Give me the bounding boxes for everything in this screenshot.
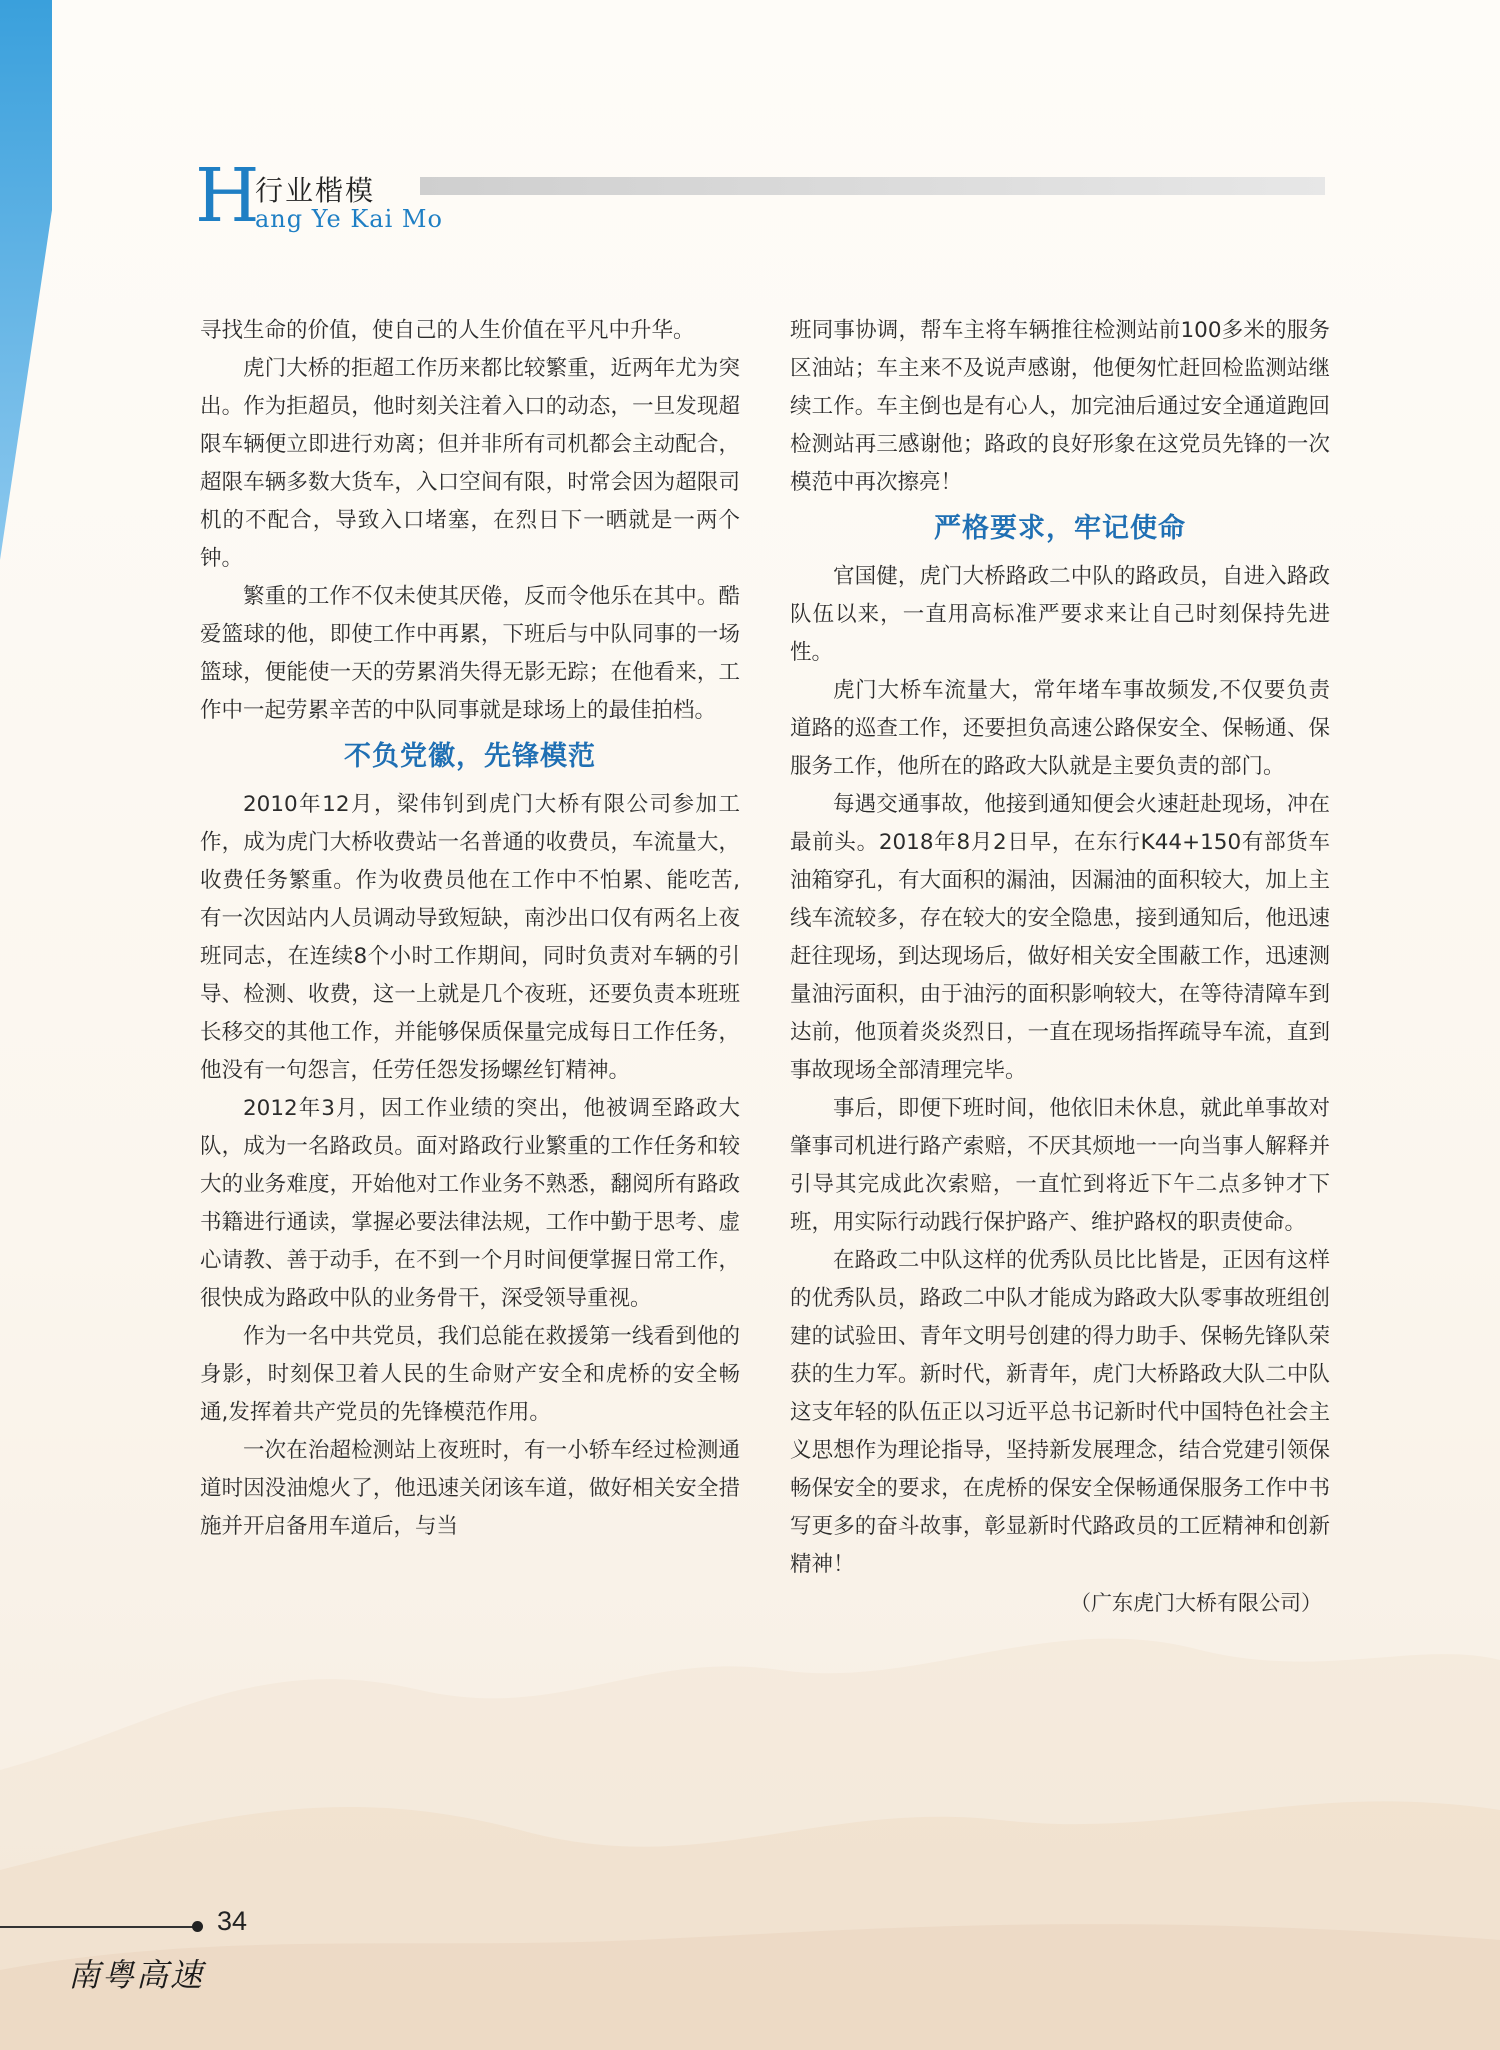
header-title: 行业楷模 — [255, 174, 376, 207]
paragraph: 一次在治超检测站上夜班时，有一小轿车经过检测通道时因没油熄火了，他迅速关闭该车道，做好相关安全措施并开启备用车道后，与当 — [200, 1438, 740, 1539]
footer-dot — [192, 1921, 203, 1932]
paragraph: 班同事协调，帮车主将车辆推往检测站前100多米的服务区油站；车主来不及说声感谢，他便匆忙赶回检监测站继续工作。车主倒也是有心人，加完油后通过安全通道跑回检测站再三感谢他；路政的良好形象在这党员先锋的一次模范中再次擦亮！ — [790, 318, 1330, 495]
right-column — [790, 312, 1330, 1622]
paragraph: 事后，即便下班时间，他依旧未休息，就此单事故对肇事司机进行路产索赔，不厌其烦地一一向当事人解释并引导其完成此次索赔，一直忙到将近下午二点多钟才下班，用实际行动践行保护路产、维护路权的职责使命。 — [790, 1096, 1330, 1235]
section-heading: 不负党徽，先锋模范 — [344, 741, 596, 772]
paragraph: 繁重的工作不仅未使其厌倦，反而令他乐在其中。酷爱篮球的他，即使工作中再累，下班后与中队同事的一场篮球，便能使一天的劳累消失得无影无踪；在他看来，工作中一起劳累辛苦的中队同事就是球场上的最佳拍档。 — [200, 584, 740, 723]
footer-rule — [0, 1926, 200, 1928]
side-accent-strip — [0, 0, 60, 560]
magazine-logo: 南粤高速 — [68, 1956, 205, 1994]
paragraph: 2010年12月，梁伟钊到虎门大桥有限公司参加工作，成为虎门大桥收费站一名普通的收费员，车流量大，收费任务繁重。作为收费员他在工作中不怕累、能吃苦,有一次因站内人员调动导致短缺，南沙出口仅有两名上夜班同志，在连续8个小时工作期间，同时负责对车辆的引导、检测、收费，这一上就是几个夜班，还要负责本班班长移交的其他工作，并能够保质保量完成每日工作任务，他没有一句怨言，任劳任怨发扬螺丝钉精神。 — [200, 792, 740, 1083]
section-header — [195, 153, 1325, 240]
paragraph: 每遇交通事故，他接到通知便会火速赶赴现场，冲在最前头。2018年8月2日早，在东行K44+150有部货车油箱穿孔，有大面积的漏油，因漏油的面积较大，加上主线车流较多，存在较大的安全隐患，接到通知后，他迅速赶往现场，到达现场后，做好相关安全围蔽工作，迅速测量油污面积，由于油污的面积影响较大，在等待清障车到达前，他顶着炎炎烈日，一直在现场指挥疏导车流，直到事故现场全部清理完毕。 — [790, 792, 1330, 1083]
header-initial: H — [195, 153, 260, 239]
paragraph: 虎门大桥车流量大，常年堵车事故频发,不仅要负责道路的巡查工作，还要担负高速公路保安全、保畅通、保服务工作，他所在的路政大队就是主要负责的部门。 — [790, 678, 1330, 779]
paragraph: 作为一名中共党员，我们总能在救援第一线看到他的身影，时刻保卫着人民的生命财产安全和虎桥的安全畅通,发挥着共产党员的先锋模范作用。 — [200, 1324, 740, 1425]
paragraph: 在路政二中队这样的优秀队员比比皆是，正因有这样的优秀队员，路政二中队才能成为路政大队零事故班组创建的试验田、青年文明号创建的得力助手、保畅先锋队荣获的生力军。新时代，新青年，虎门大桥路政大队二中队这支年轻的队伍正以习近平总书记新时代中国特色社会主义思想作为理论指导，坚持新发展理念，结合党建引领保畅保安全的要求，在虎桥的保安全保畅通保服务工作中书写更多的奋斗故事，彰显新时代路政员的工匠精神和创新精神！ — [790, 1248, 1330, 1577]
paragraph: 2012年3月，因工作业绩的突出，他被调至路政大队，成为一名路政员。面对路政行业繁重的工作任务和较大的业务难度，开始他对工作业务不熟悉，翻阅所有路政书籍进行通读，掌握必要法律法规，工作中勤于思考、虚心请教、善于动手，在不到一个月时间便掌握日常工作，很快成为路政中队的业务骨干，深受领导重视。 — [200, 1096, 740, 1311]
article-source: （广东虎门大桥有限公司） — [1070, 1591, 1322, 1615]
header-bar — [420, 177, 1325, 195]
paragraph: 虎门大桥的拒超工作历来都比较繁重，近两年尤为突出。作为拒超员，他时刻关注着入口的动态，一旦发现超限车辆便立即进行劝离；但并非所有司机都会主动配合，超限车辆多数大货车，入口空间有限，时常会因为超限司机的不配合，导致入口堵塞，在烈日下一晒就是一两个钟。 — [200, 356, 740, 571]
paragraph: 官国健，虎门大桥路政二中队的路政员，自进入路政队伍以来，一直用高标准严要求来让自己时刻保持先进性。 — [790, 564, 1330, 665]
header-pinyin: ang Ye Kai Mo — [255, 205, 443, 233]
paragraph: 寻找生命的价值，使自己的人生价值在平凡中升华。 — [200, 318, 695, 343]
left-column — [200, 312, 740, 1546]
page-number: 34 — [217, 1906, 248, 1936]
section-heading: 严格要求，牢记使命 — [934, 513, 1186, 544]
